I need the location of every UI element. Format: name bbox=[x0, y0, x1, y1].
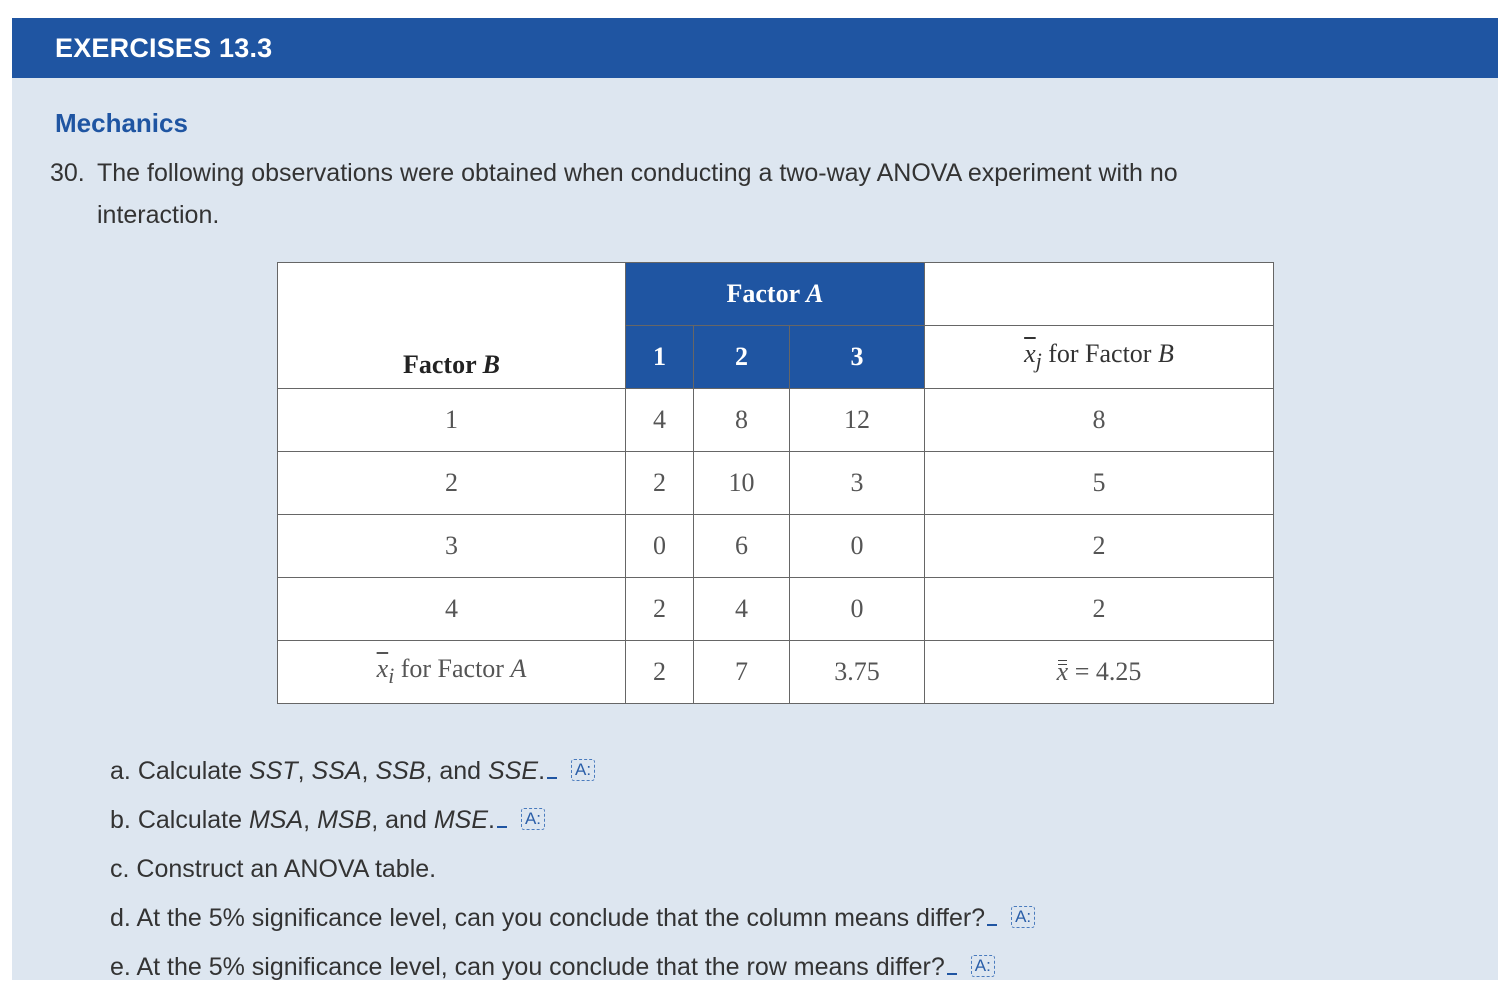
section-title: Mechanics bbox=[55, 108, 188, 138]
question-item bbox=[110, 848, 1035, 897]
table-row bbox=[278, 452, 1274, 515]
problem-number: 30. bbox=[50, 159, 85, 187]
factor-a-level: 2 bbox=[694, 326, 790, 389]
answer-icon[interactable]: A: bbox=[1011, 906, 1035, 928]
problem-text-line1: The following observations were obtained when conducting a two-way ANOVA experiment with no bbox=[97, 159, 1178, 187]
factor-b-header: Factor B bbox=[278, 263, 626, 389]
observation-cell: 0 bbox=[790, 578, 925, 641]
observation-cell: 8 bbox=[694, 389, 790, 452]
question-letter: b. bbox=[110, 806, 131, 834]
mean-factor-a-label: $\overline{x}_i$ for Factor A bbox=[278, 641, 626, 704]
question-list bbox=[110, 750, 1035, 980]
factor-b-level: 1 bbox=[278, 389, 626, 452]
question-text: Calculate MSA, MSB, and MSE. bbox=[137, 806, 495, 834]
answer-icon[interactable]: A: bbox=[571, 759, 595, 781]
problem-statement bbox=[50, 152, 1350, 236]
table-row bbox=[278, 515, 1274, 578]
factor-a-level: 3 bbox=[790, 326, 925, 389]
question-letter: e. bbox=[110, 953, 131, 980]
factor-b-level: 2 bbox=[278, 452, 626, 515]
observation-cell: 0 bbox=[790, 515, 925, 578]
empty-header-cell bbox=[925, 263, 1274, 326]
question-item bbox=[110, 799, 1035, 848]
row-mean-cell: 8 bbox=[925, 389, 1274, 452]
factor-a-header: Factor A bbox=[626, 263, 925, 326]
table-row bbox=[278, 578, 1274, 641]
observation-cell: 10 bbox=[694, 452, 790, 515]
mean-factor-b-header: $\overline{x}_j$ for Factor B bbox=[925, 326, 1274, 389]
answer-icon[interactable]: A: bbox=[521, 808, 545, 830]
column-means-row bbox=[278, 641, 1274, 704]
problem-text-line2: interaction. bbox=[97, 201, 220, 229]
observation-cell: 4 bbox=[626, 389, 694, 452]
observation-cell: 0 bbox=[626, 515, 694, 578]
answer-blank[interactable] bbox=[497, 804, 507, 828]
observation-cell: 2 bbox=[626, 452, 694, 515]
observations-table bbox=[277, 262, 1274, 704]
question-letter: d. bbox=[110, 904, 131, 932]
column-mean-cell: 7 bbox=[694, 641, 790, 704]
question-letter: a. bbox=[110, 757, 131, 785]
answer-blank[interactable] bbox=[987, 902, 997, 926]
question-item bbox=[110, 897, 1035, 946]
question-letter: c. bbox=[110, 855, 130, 883]
answer-blank[interactable] bbox=[547, 755, 557, 779]
question-text: At the 5% significance level, can you conclude that the row means differ? bbox=[136, 953, 945, 980]
factor-b-level: 3 bbox=[278, 515, 626, 578]
grand-mean-cell: x = 4.25 bbox=[925, 641, 1274, 704]
row-mean-cell: 2 bbox=[925, 515, 1274, 578]
answer-blank[interactable] bbox=[947, 951, 957, 975]
column-mean-cell: 3.75 bbox=[790, 641, 925, 704]
row-mean-cell: 2 bbox=[925, 578, 1274, 641]
question-text: Calculate SST, SSA, SSB, and SSE. bbox=[137, 757, 546, 785]
exercise-title: EXERCISES 13.3 bbox=[55, 33, 273, 63]
observation-cell: 4 bbox=[694, 578, 790, 641]
exercise-panel bbox=[12, 18, 1498, 980]
observation-cell: 3 bbox=[790, 452, 925, 515]
observation-cell: 6 bbox=[694, 515, 790, 578]
observation-cell: 2 bbox=[626, 578, 694, 641]
factor-a-level: 1 bbox=[626, 326, 694, 389]
observation-cell: 12 bbox=[790, 389, 925, 452]
exercise-header bbox=[12, 18, 1498, 78]
row-mean-cell: 5 bbox=[925, 452, 1274, 515]
answer-icon[interactable]: A: bbox=[971, 955, 995, 977]
table-row bbox=[278, 389, 1274, 452]
question-item bbox=[110, 946, 1035, 980]
question-text: Construct an ANOVA table. bbox=[136, 855, 437, 883]
question-item bbox=[110, 750, 1035, 799]
factor-b-level: 4 bbox=[278, 578, 626, 641]
question-text: At the 5% significance level, can you conclude that the column means differ? bbox=[136, 904, 986, 932]
column-mean-cell: 2 bbox=[626, 641, 694, 704]
